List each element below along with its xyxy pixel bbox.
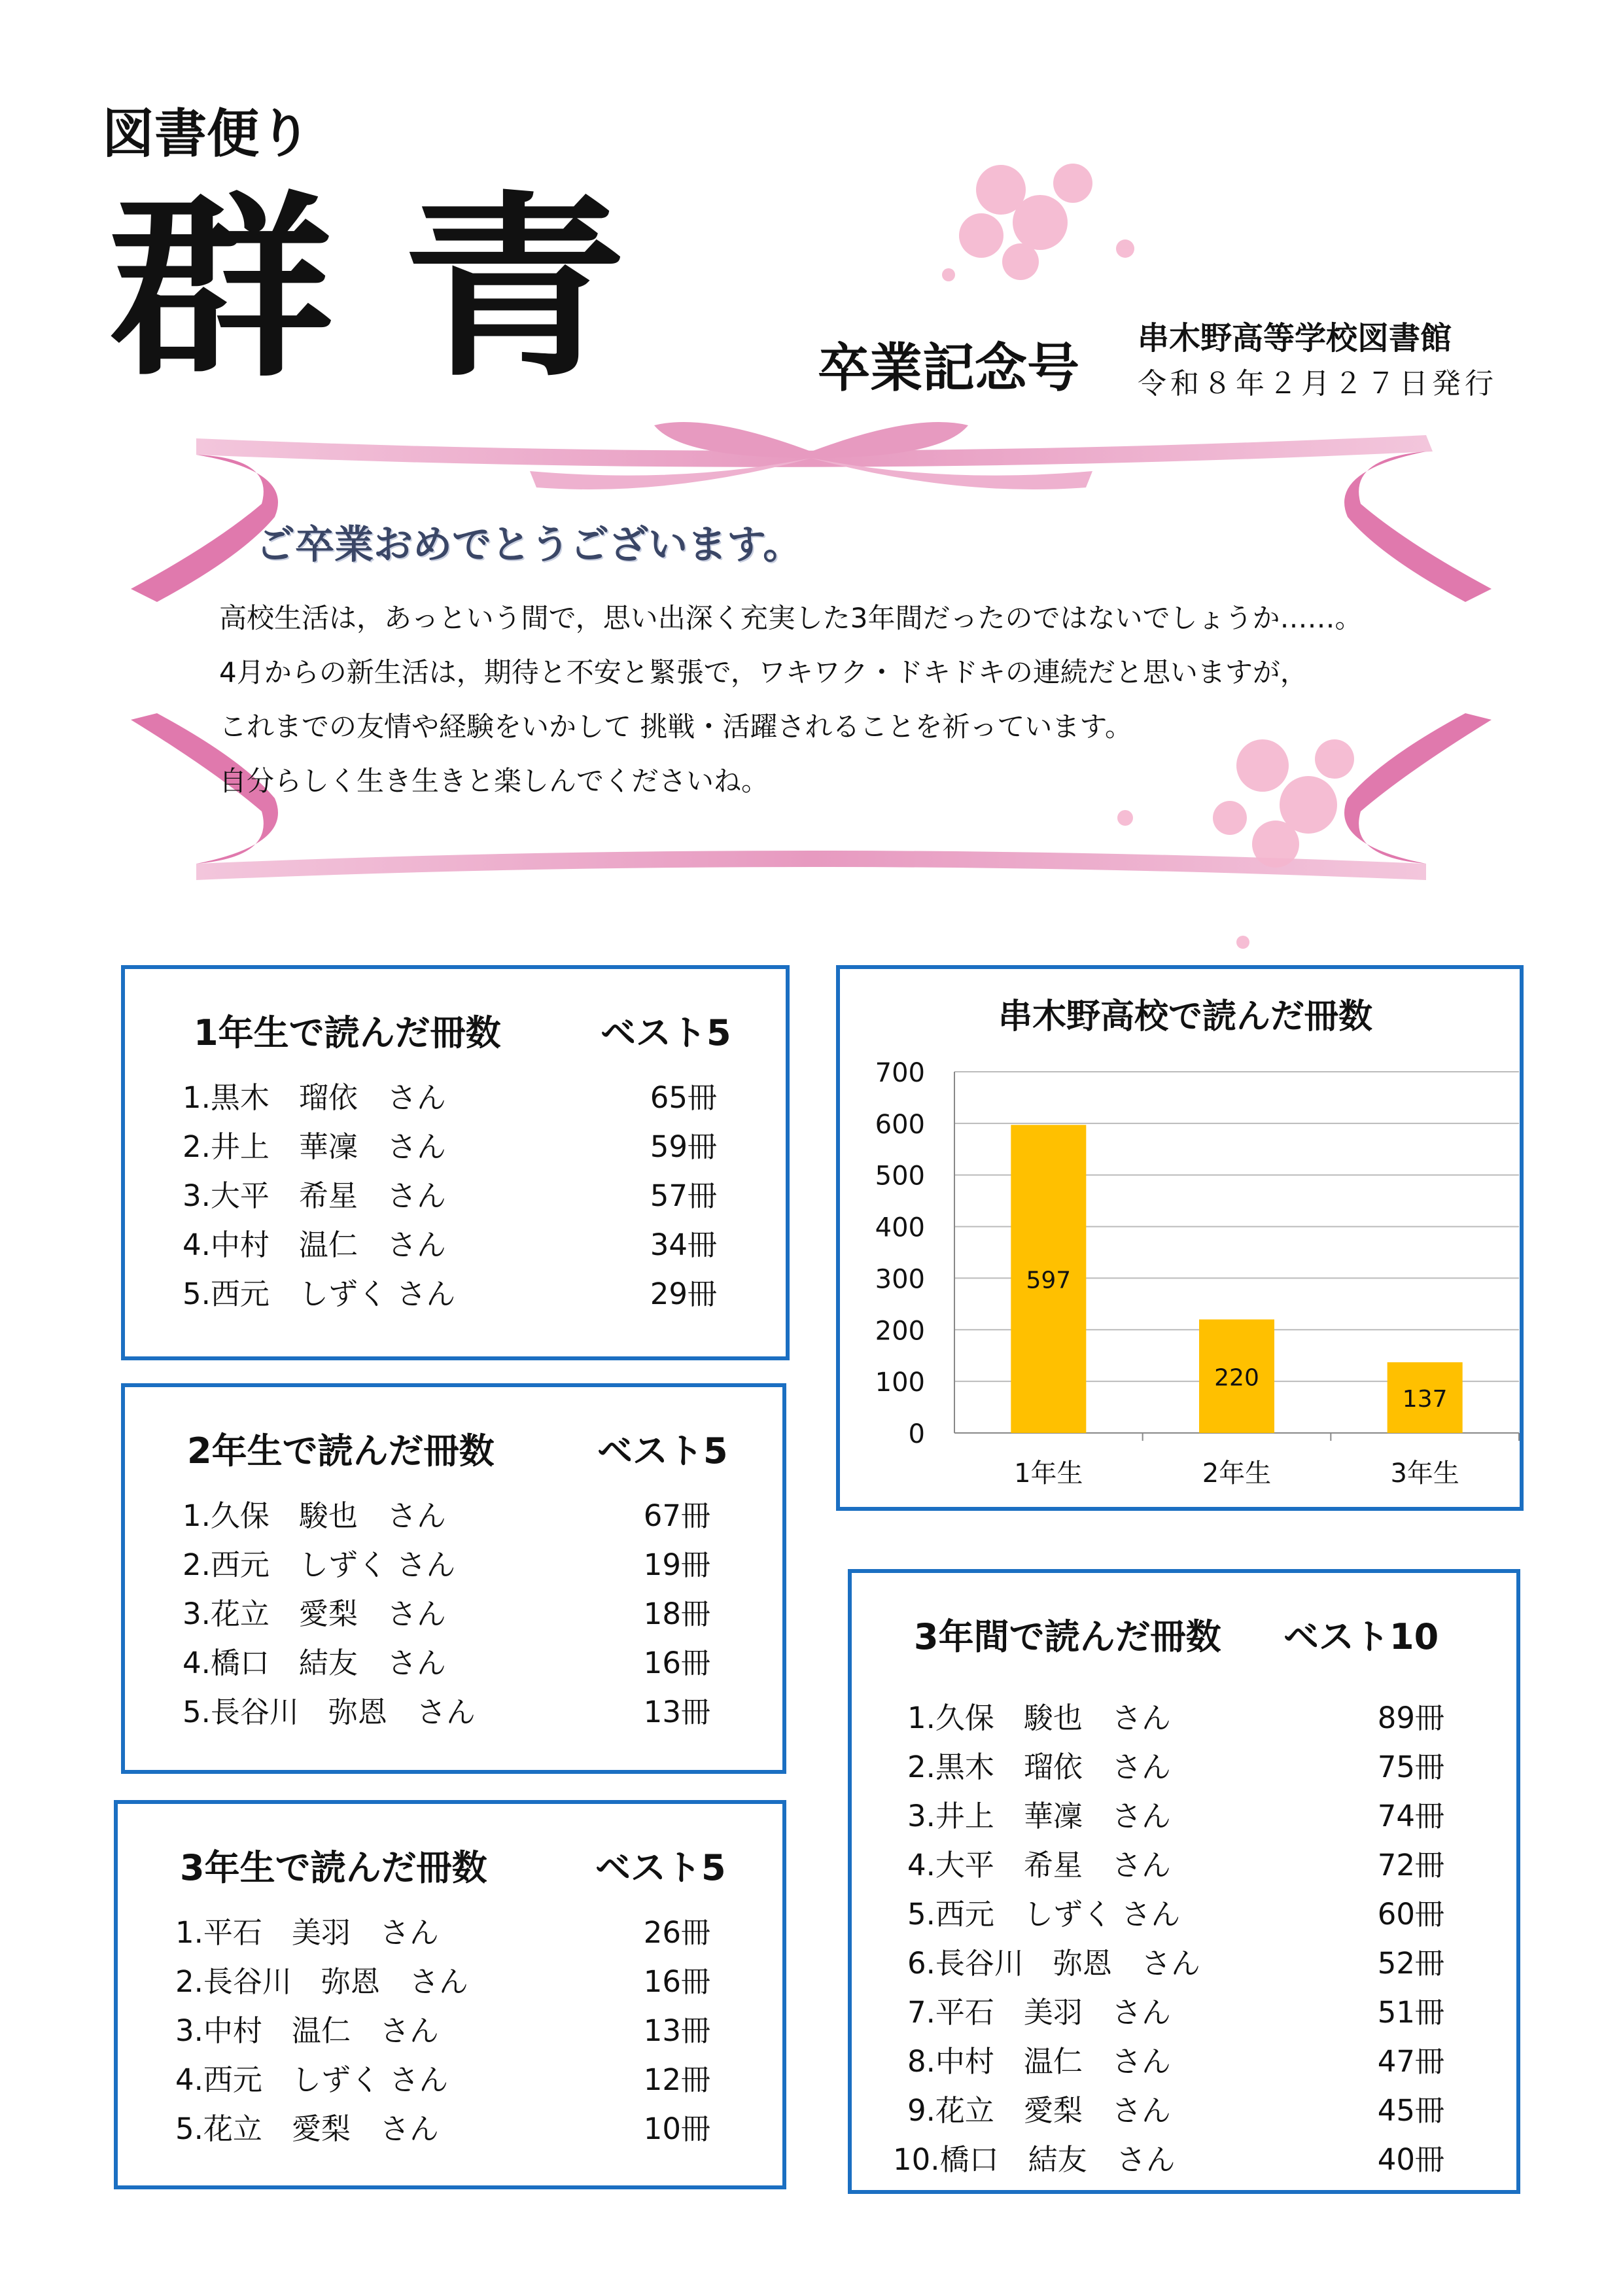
chart-title: 串木野高校で読んだ冊数: [998, 997, 1373, 1036]
ranking-count: 65冊: [650, 1080, 717, 1115]
x-tick-label: 3年生: [1390, 1458, 1459, 1489]
ranking-count: 59冊: [650, 1129, 717, 1164]
ranking-title: 2年生で読んだ冊数: [187, 1430, 495, 1472]
ranking-count: 67冊: [643, 1498, 710, 1533]
y-tick-label: 400: [875, 1212, 925, 1243]
cherry-blossom-icon: [1117, 739, 1354, 949]
ranking-name: 4.大平 希星 さん: [907, 1848, 1171, 1882]
issue-date: 令和８年２月２７日発行: [1138, 367, 1497, 400]
ranking-count: 19冊: [643, 1547, 710, 1582]
ranking-name: 5.西元 しずく さん: [183, 1277, 456, 1311]
ranking-count: 13冊: [643, 2013, 710, 2048]
ranking-badge: ベスト5: [601, 1012, 731, 1053]
ranking-count: 47冊: [1377, 2044, 1444, 2079]
y-tick-label: 700: [875, 1058, 925, 1088]
ranking-count: 40冊: [1377, 2142, 1444, 2177]
newsletter-kicker: 図書便り: [102, 103, 311, 164]
ranking-name: 2.黒木 瑠依 さん: [907, 1750, 1171, 1784]
ranking-name: 2.西元 しずく さん: [183, 1547, 456, 1582]
ranking-title: 3年間で読んだ冊数: [914, 1616, 1221, 1657]
y-tick-label: 0: [908, 1419, 925, 1449]
ranking-name: 5.西元 しずく さん: [907, 1897, 1181, 1932]
ranking-count: 26冊: [643, 1915, 710, 1950]
chart-box: [836, 965, 1524, 1511]
ranking-count: 16冊: [643, 1646, 710, 1680]
ranking-title: 1年生で読んだ冊数: [194, 1012, 501, 1053]
ranking-count: 16冊: [643, 1964, 710, 1999]
ranking-grade1-box: [121, 965, 790, 1360]
ranking-badge: ベスト5: [595, 1847, 726, 1888]
y-tick-label: 600: [875, 1109, 925, 1140]
ranking-badge: ベスト5: [597, 1430, 728, 1472]
message-line: これまでの友情や経験をいかして 挑戦・活躍されることを祈っています。: [219, 711, 1132, 743]
ranking-name: 1.久保 駿也 さん: [907, 1701, 1171, 1735]
ranking-name: 4.西元 しずく さん: [175, 2062, 449, 2097]
ranking-name: 1.黒木 瑠依 さん: [183, 1080, 446, 1115]
ranking-name: 3.大平 希星 さん: [183, 1178, 446, 1213]
ranking-name: 3.中村 温仁 さん: [175, 2013, 439, 2048]
bar-chart: [840, 969, 1520, 1507]
ranking-three-years-box: [848, 1569, 1520, 2194]
ranking-count: 89冊: [1377, 1701, 1444, 1735]
ranking-count: 75冊: [1377, 1750, 1444, 1784]
data-label: 137: [1402, 1385, 1448, 1413]
publisher: 串木野高等学校図書館: [1138, 320, 1452, 357]
ranking-grade3-box: [114, 1800, 786, 2189]
ranking-name: 3.井上 華凜 さん: [907, 1799, 1171, 1833]
ranking-count: 12冊: [643, 2062, 710, 2097]
message-line: 高校生活は，あっという間で，思い出深く充実した3年間だったのではないでしょうか……。: [219, 602, 1363, 634]
ranking-count: 57冊: [650, 1178, 717, 1213]
message-line: 4月からの新生活は，期待と不安と緊張で，ワキワク・ドキドキの連続だと思いますが，: [219, 656, 1308, 688]
data-label: 597: [1026, 1267, 1072, 1294]
ranking-count: 52冊: [1377, 1946, 1444, 1981]
ranking-badge: ベスト10: [1283, 1616, 1439, 1657]
ranking-name: 4.橋口 結友 さん: [183, 1646, 446, 1680]
ranking-name: 2.井上 華凜 さん: [183, 1129, 446, 1164]
ranking-name: 5.長谷川 弥恩 さん: [183, 1695, 476, 1729]
special-issue-label: 卒業記念号: [818, 337, 1079, 398]
cherry-blossom-icon: [942, 164, 1134, 281]
x-tick-label: 1年生: [1014, 1458, 1083, 1489]
ranking-count: 29冊: [650, 1277, 717, 1311]
ranking-name: 7.平石 美羽 さん: [907, 1995, 1171, 2030]
x-tick-label: 2年生: [1202, 1458, 1272, 1489]
ranking-count: 18冊: [643, 1597, 710, 1631]
ranking-grade2-box: [121, 1383, 786, 1774]
y-tick-label: 500: [875, 1161, 925, 1192]
y-tick-label: 200: [875, 1316, 925, 1347]
newsletter-title: 群青: [108, 172, 695, 403]
y-tick-label: 300: [875, 1264, 925, 1295]
y-tick-label: 100: [875, 1368, 925, 1398]
ranking-name: 10.橋口 結友 さん: [893, 2142, 1176, 2177]
ranking-count: 10冊: [643, 2111, 710, 2146]
ranking-name: 5.花立 愛梨 さん: [175, 2111, 439, 2146]
ranking-title: 3年生で読んだ冊数: [180, 1847, 487, 1888]
data-label: 220: [1214, 1364, 1259, 1392]
ranking-name: 9.花立 愛梨 さん: [907, 2093, 1171, 2128]
ranking-count: 51冊: [1377, 1995, 1444, 2030]
ranking-name: 8.中村 温仁 さん: [907, 2044, 1171, 2079]
ranking-name: 3.花立 愛梨 さん: [183, 1597, 446, 1631]
ranking-count: 60冊: [1377, 1897, 1444, 1932]
ranking-name: 2.長谷川 弥恩 さん: [175, 1964, 468, 1999]
message-heading: ご卒業おめでとうございます。: [256, 522, 803, 568]
ranking-count: 45冊: [1377, 2093, 1444, 2128]
ranking-count: 34冊: [650, 1227, 717, 1262]
ranking-count: 13冊: [643, 1695, 710, 1729]
ranking-name: 4.中村 温仁 さん: [183, 1227, 446, 1262]
ranking-name: 6.長谷川 弥恩 さん: [907, 1946, 1200, 1981]
ranking-name: 1.久保 駿也 さん: [183, 1498, 446, 1533]
message-line: 自分らしく生き生きと楽しんでくださいね。: [219, 765, 769, 797]
ranking-count: 74冊: [1377, 1799, 1444, 1833]
ranking-count: 72冊: [1377, 1848, 1444, 1882]
ranking-name: 1.平石 美羽 さん: [175, 1915, 439, 1950]
